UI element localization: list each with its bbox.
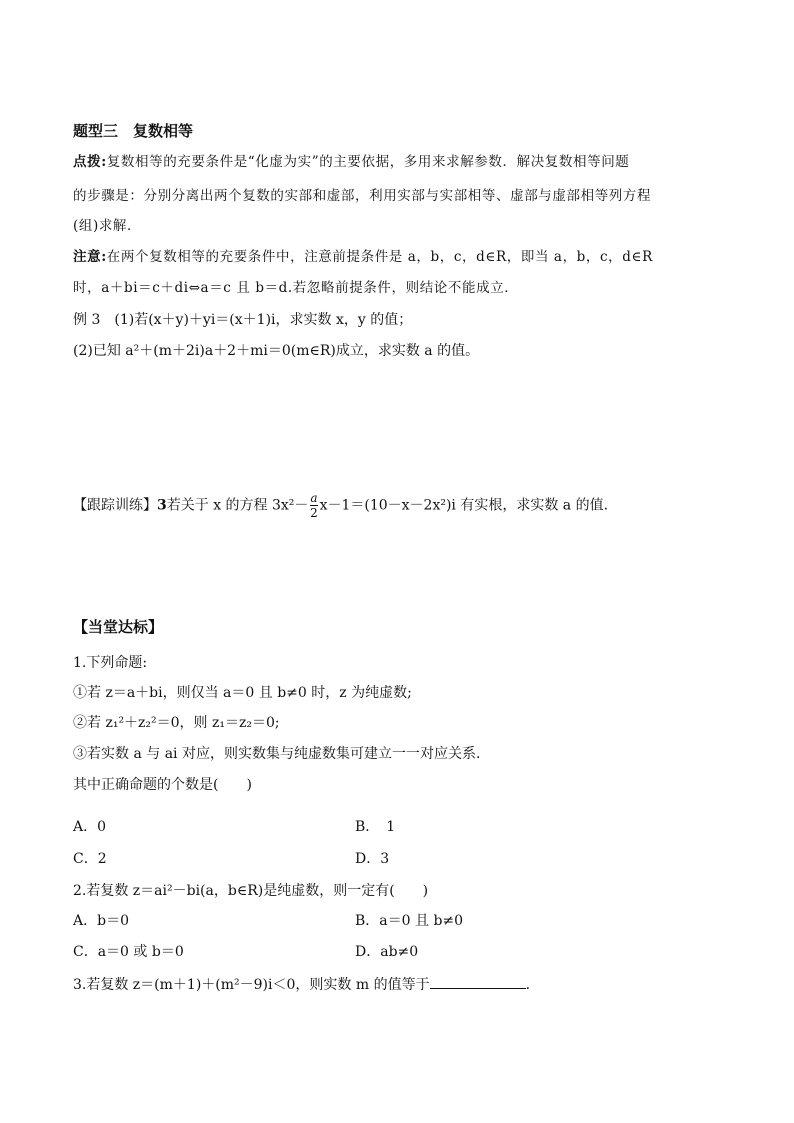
note-line-1: 注意:在两个复数相等的充要条件中，注意前提条件是 a，b，c，d∈R，即当 a，b，c，d∈R [73,249,653,265]
example-line-2: (2)已知 a²＋(m＋2i)a＋2＋mi＝0(m∈R)成立，求实数 a 的值。 [73,343,480,359]
q1-question: 其中正确命题的个数是( ) [73,777,252,793]
tip-label: 点拨: [73,154,107,170]
note-line-2: 时，a＋bi＝c＋di⇔a＝c 且 b＝d.若忽略前提条件，则结论不能成立． [73,280,519,296]
q2-option-a[interactable]: A．b＝0 [73,913,129,929]
q3-stem: 3.若复数 z＝(m＋1)＋(m²－9)i＜0，则实数 m 的值等于 . [73,977,531,993]
q2-stem: 2.若复数 z＝ai²－bi(a，b∈R)是纯虚数，则一定有( ) [73,883,429,899]
practice-heading: 【当堂达标】 [73,618,164,636]
followup-number: 3 [157,497,167,514]
section-title: 题型三 复数相等 [73,122,194,140]
q1-proposition-1: ①若 z＝a＋bi，则仅当 a＝0 且 b≠0 时，z 为纯虚数; [73,685,412,701]
note-label: 注意: [73,249,107,265]
q1-proposition-2: ②若 z₁²＋z₂²＝0，则 z₁＝z₂＝0; [73,715,280,731]
followup-exercise [73,492,608,519]
q3-answer-blank[interactable] [430,976,526,989]
q2-option-c[interactable]: C．a＝0 或 b＝0 [73,944,184,960]
q1-option-a[interactable]: A．0 [73,819,107,835]
example-line-1: 例 3 (1)若(x＋y)＋yi＝(x＋1)i，求实数 x，y 的值； [73,312,413,328]
tip-line-2: 的步骤是：分别分离出两个复数的实部和虚部，利用实部与实部相等、虚部与虚部相等列方程 [73,188,652,204]
q1-option-c[interactable]: C．2 [73,851,107,867]
followup-label: 【跟踪训练】 [73,497,157,514]
q1-option-d[interactable]: D．3 [355,851,390,867]
q2-option-d[interactable]: D．ab≠0 [355,944,419,960]
followup-text-before: 若关于 x 的方程 3x²－ [166,497,309,514]
q1-option-b[interactable]: B． 1 [355,819,396,835]
tip-line-1: 点拨:复数相等的充要条件是“化虚为实”的主要依据，多用来求解参数．解决复数相等问题 [73,154,630,170]
q2-option-b[interactable]: B．a＝0 且 b≠0 [355,913,464,929]
q1-stem: 1.下列命题: [73,655,148,671]
followup-text-after: x－1＝(10－x－2x²)i 有实根，求实数 a 的值. [319,497,609,514]
q1-proposition-3: ③若实数 a 与 ai 对应，则实数集与纯虚数集可建立一一对应关系. [73,746,481,762]
tip-line-3: (组)求解． [73,218,142,234]
fraction-a-over-2: $\frac{a}{2}$ [310,491,318,520]
